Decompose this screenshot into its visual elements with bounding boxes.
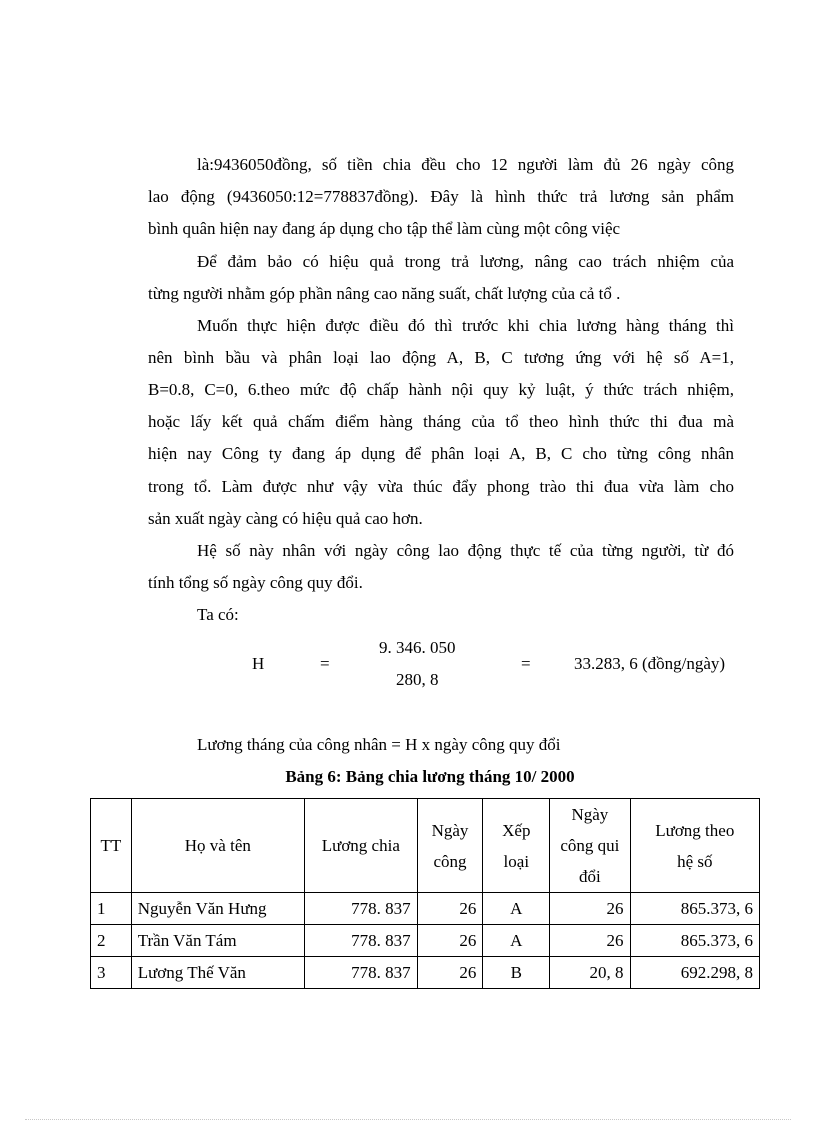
paragraph-4-line-1: Hệ số này nhân với ngày công lao động thực tế của từng người, từ đó <box>197 541 734 560</box>
cell-xep-loai: A <box>483 893 550 925</box>
cell-ngay-cong: 26 <box>417 893 483 925</box>
cell-name: Trần Văn Tám <box>131 925 304 957</box>
cell-xep-loai: B <box>483 957 550 989</box>
table-title: Bảng 6: Bảng chia lương tháng 10/ 2000 <box>285 767 575 786</box>
paragraph-3-line-4: hoặc lấy kết quả chấm điểm hàng tháng của tổ theo hình thức thi đua mà <box>148 412 734 431</box>
cell-xep-loai: A <box>483 925 550 957</box>
paragraph-3-line-2: nên bình bầu và phân loại lao động A, B, C tương ứng với hệ số A=1, <box>148 348 734 367</box>
cell-luong-he-so: 692.298, 8 <box>630 957 759 989</box>
header-name: Họ và tên <box>131 799 304 893</box>
header-luong-chia: Lương chia <box>304 799 417 893</box>
table-row <box>91 957 760 989</box>
cell-luong-chia: 778. 837 <box>304 925 417 957</box>
formula-equals-2: = <box>521 654 531 673</box>
cell-ngay-cong: 26 <box>417 957 483 989</box>
table-header-row <box>91 799 760 893</box>
paragraph-1-line-1: là:9436050đồng, số tiền chia đều cho 12 người làm đủ 26 ngày công <box>197 155 734 174</box>
formula-numerator: 9. 346. 050 <box>379 638 456 657</box>
formula-equals-1: = <box>320 654 330 673</box>
cell-tt: 1 <box>91 893 132 925</box>
cell-luong-he-so: 865.373, 6 <box>630 925 759 957</box>
ta-co-label: Ta có: <box>197 605 239 624</box>
cell-cong-qui-doi: 26 <box>550 925 630 957</box>
table-row <box>91 925 760 957</box>
cell-luong-he-so: 865.373, 6 <box>630 893 759 925</box>
paragraph-3-line-7: sản xuất ngày càng có hiệu quả cao hơn. <box>148 509 423 528</box>
cell-name: Lương Thế Văn <box>131 957 304 989</box>
table-row <box>91 893 760 925</box>
cell-cong-qui-doi: 26 <box>550 893 630 925</box>
paragraph-4-line-2: tính tổng số ngày công quy đổi. <box>148 573 363 592</box>
header-ngay-cong: Ngày công <box>417 799 483 893</box>
page-bottom-rule <box>25 1119 791 1120</box>
paragraph-1-line-2: lao động (9436050:12=778837đồng). Đây là hình thức trả lương sản phẩm <box>148 187 734 206</box>
paragraph-3-line-3: B=0.8, C=0, 6.theo mức độ chấp hành nội quy kỷ luật, ý thức trách nhiệm, <box>148 380 734 399</box>
paragraph-3-line-5: hiện nay Công ty đang áp dụng để phân loại A, B, C cho từng công nhân <box>148 444 734 463</box>
salary-formula: Lương tháng của công nhân = H x ngày công quy đổi <box>197 735 561 754</box>
header-xep-loai: Xếp loại <box>483 799 550 893</box>
cell-luong-chia: 778. 837 <box>304 957 417 989</box>
cell-cong-qui-doi: 20, 8 <box>550 957 630 989</box>
cell-luong-chia: 778. 837 <box>304 893 417 925</box>
formula-denominator: 280, 8 <box>396 670 439 689</box>
paragraph-3-line-6: trong tổ. Làm được như vậy vừa thúc đẩy phong trào thi đua vừa làm cho <box>148 477 734 496</box>
salary-table <box>90 798 760 989</box>
header-luong-he-so: Lương theo hệ số <box>630 799 759 893</box>
cell-tt: 3 <box>91 957 132 989</box>
formula-symbol: H <box>252 654 265 673</box>
cell-ngay-cong: 26 <box>417 925 483 957</box>
cell-tt: 2 <box>91 925 132 957</box>
paragraph-2-line-1: Để đảm bảo có hiệu quả trong trả lương, nâng cao trách nhiệm của <box>197 252 734 271</box>
formula-result: 33.283, 6 (đồng/ngày) <box>574 654 726 673</box>
paragraph-3-line-1: Muốn thực hiện được điều đó thì trước khi chia lương hàng tháng thì <box>197 316 734 335</box>
paragraph-2-line-2: từng người nhằm góp phần nâng cao năng suất, chất lượng của cả tổ . <box>148 284 621 303</box>
header-tt: TT <box>91 799 132 893</box>
header-cong-qui-doi: Ngày công qui đổi <box>550 799 630 893</box>
paragraph-1-line-3: bình quân hiện nay đang áp dụng cho tập thể làm cùng một công việc <box>148 219 621 238</box>
cell-name: Nguyễn Văn Hưng <box>131 893 304 925</box>
